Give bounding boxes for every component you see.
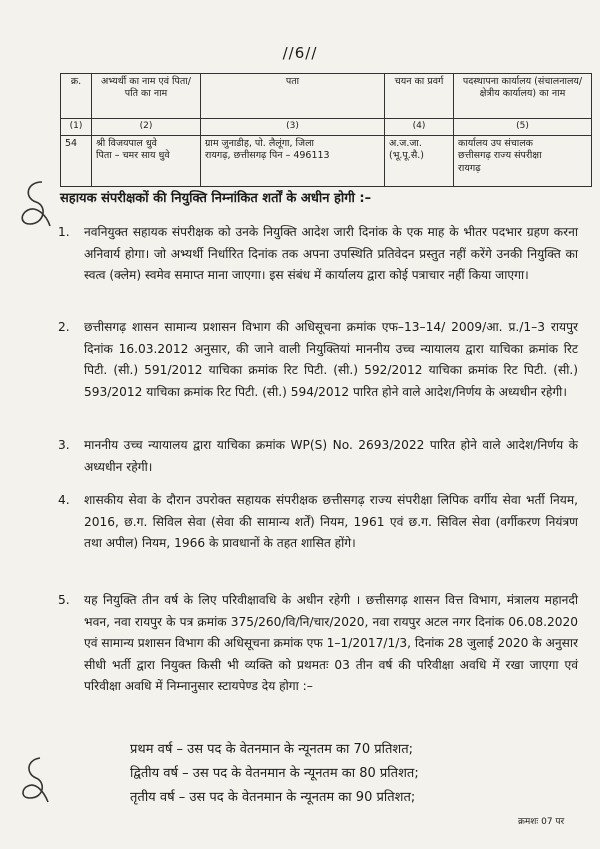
continuation-note: क्रमशः 07 पर [518,817,565,827]
cell-category [385,136,454,187]
office-line: कार्यालय उप संचालक [458,138,533,149]
condition-paragraph: नवनियुक्त सहायक संपरीक्षक को उनके नियुक्ति आदेश जारी दिनांक के एक माह के भीतर पदभार ग्रहण करना अनिवार्य होगा। जो अभ्यर्थी निर्धारित दिनांक तक अपना उपस्थिति प्रतिवेदन प्रस्तुत नहीं करेंगे उनकी नियुक्ति का स्वत्व (क्लेम) स्वमेव समाप्त माना जाएगा। इस संबंध में कार्यालय द्वारा कोई पत्राचार नहीं किया जाएगा। [84,225,578,282]
condition-paragraph: छत्तीसगढ़ शासन सामान्य प्रशासन विभाग की अधिसूचना क्रमांक एफ–13–14/ 2009/आ. प्र./1–3 रायपुर दिनांक 16.03.2012 अनुसार, की जाने वाली नियुक्तियां माननीय उच्च न्यायालय द्वारा याचिका क्रमांक रिट पिटी. (सी.) 591/2012 याचिका क्रमांक रिट पिटी. (सी.) 592/2012 याचिका क्रमांक रिट पिटी. (सी.) 593/2012 याचिका क्रमांक रिट पिटी. (सी.) 594/2012 पारित होने वाले आदेश/निर्णय के अध्यधीन रहेगी। [84,320,578,399]
stipend-line: द्वितीय वर्ष – उस पद के वेतनमान के न्यूनतम का 80 प्रतिशत; [130,766,419,781]
category-line: (भू.पू.सै.) [389,150,424,162]
header-address: पता [201,74,385,119]
condition-paragraph: माननीय उच्च न्यायालय द्वारा याचिका क्रमांक WP(S) No. 2693/2022 पारित होने वाले आदेश/निर्णय के अध्यधीन रहेगी। [84,438,578,474]
point-number: 3. [58,438,70,452]
appointment-table [60,73,592,187]
table-row [61,136,592,187]
address-line: रायगढ़, छत्तीसगढ़ पिन – 496113 [205,150,330,162]
col-number: (2) [92,119,201,136]
cell-office [454,136,592,187]
handwritten-initial-bottom [14,752,54,808]
cell-name [92,136,201,187]
col-number: (1) [61,119,92,136]
header-name: अभ्यर्थी का नाम एवं पिता/पति का नाम [92,74,201,119]
header-office: पदस्थापना कार्यालय (संचालनालय/क्षेत्रीय कार्यालय) का नाम [454,74,592,119]
cell-serial: 54 [61,136,92,187]
page-number: //6// [282,44,318,62]
condition-paragraph: यह नियुक्ति तीन वर्ष के लिए परिवीक्षावधि के अधीन रहेगी । छत्तीसगढ़ शासन वित्त विभाग, मंत्रालय महानदी भवन, नवा रायपुर के पत्र क्रमांक 375/260/वि/नि/चार/2020, नवा रायपुर अटल नगर दिनांक 06.08.2020 एवं सामान्य प्रशासन विभाग की अधिसूचना क्रमांक एफ 1–1/2017/1/3, दिनांक 28 जुलाई 2020 के अनुसार सीधी भर्ती द्वारा नियुक्त किसी भी व्यक्ति को प्रथमतः 03 तीन वर्ष की परिवीक्षा अवधि में रखा जाएगा एवं परिवीक्षा अवधि में निम्नानुसार स्टायपेण्ड देय होगा :– [84,593,578,693]
col-number: (4) [385,119,454,136]
point-number: 5. [58,593,70,607]
header-category: चयन का प्रवर्ग [385,74,454,119]
point-number: 4. [58,493,70,507]
category-line: अ.ज.जा. [389,138,422,149]
office-line: छत्तीसगढ़ राज्य संपरीक्षा [458,150,542,162]
candidate-name: श्री विजयपाल धुवे [96,138,157,149]
address-line: ग्राम जुनाडीह, पो. लैलूंगा, जिला [205,138,314,149]
table-header-row [61,74,592,119]
header-serial: क्र. [61,74,92,119]
handwritten-initial-top [14,176,54,232]
point-number: 2. [58,320,70,334]
candidate-father: पिता – चमर साय धुवे [96,150,170,162]
cell-address [201,136,385,187]
stipend-line: प्रथम वर्ष – उस पद के वेतनमान के न्यूनतम का 70 प्रतिशत; [130,742,414,757]
stipend-line: तृतीय वर्ष – उस पद के वेतनमान के न्यूनतम का 90 प्रतिशत; [130,790,416,805]
table-number-row [61,119,592,136]
office-line: रायगढ़ [458,162,481,174]
col-number: (5) [454,119,592,136]
condition-paragraph: शासकीय सेवा के दौरान उपरोक्त सहायक संपरीक्षक छत्तीसगढ़ राज्य संपरीक्षा लिपिक वर्गीय सेवा भर्ती नियम, 2016, छ.ग. सिविल सेवा (सेवा की सामान्य शर्तें) नियम, 1961 एवं छ.ग. सिविल सेवा (वर्गीकरण नियंत्रण तथा अपील) नियम, 1966 के प्रावधानों के तहत शासित होंगे। [84,493,578,550]
point-number: 1. [58,225,70,239]
conditions-heading: सहायक संपरीक्षकों की नियुक्ति निम्नांकित शर्तों के अधीन होगी :– [60,191,372,206]
col-number: (3) [201,119,385,136]
